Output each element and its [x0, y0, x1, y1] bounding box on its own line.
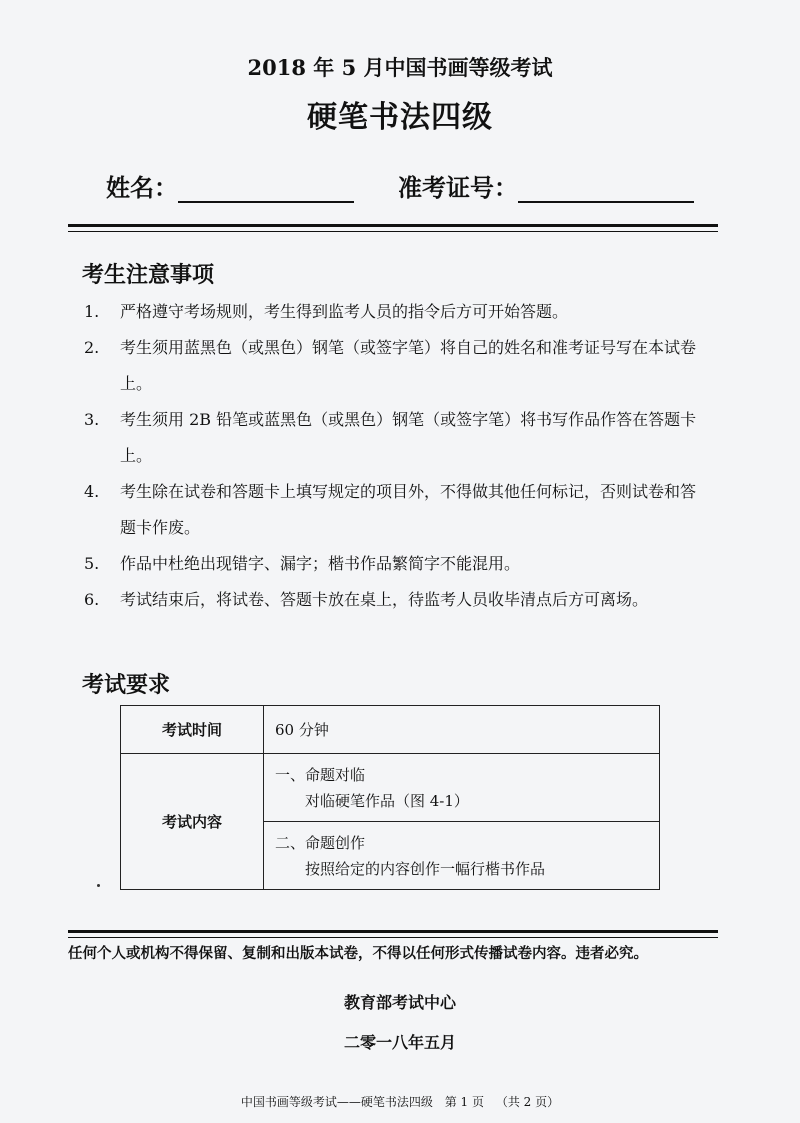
footer-doc-name: 中国书画等级考试——硬笔书法四级: [240, 1095, 433, 1109]
part1-detail: 对临硬笔作品（图 4-1）: [305, 791, 469, 810]
part2-cell: [264, 822, 660, 890]
part1-cell: [264, 754, 660, 822]
part1-title: 一、命题对临: [275, 765, 366, 784]
notice-list: [84, 294, 704, 618]
page-footer: [0, 1093, 800, 1110]
content-label-cell: 考试内容: [121, 754, 264, 890]
table-row: [121, 754, 660, 822]
copyright-warning: 任何个人或机构不得保留、复制和出版本试卷，不得以任何形式传播试卷内容。违者必究。: [68, 946, 648, 962]
footer-page-number: 第 1 页: [444, 1095, 484, 1109]
id-field: [398, 168, 694, 203]
time-label-cell: 考试时间: [121, 706, 264, 754]
name-field: [106, 168, 354, 203]
name-blank-line[interactable]: [178, 177, 354, 203]
id-blank-line[interactable]: [518, 177, 694, 203]
requirements-heading: 考试要求: [82, 672, 171, 698]
footer-rule-thin: [68, 937, 718, 938]
table-row: [121, 706, 660, 754]
issuer: 教育部考试中心: [343, 993, 456, 1012]
notice-item: 5. 作品中杜绝出现错字、漏字；楷书作品繁简字不能混用。: [84, 554, 521, 573]
header-rule-thick: [68, 224, 718, 227]
header-rule-thin: [68, 231, 718, 232]
notice-heading: 考生注意事项: [82, 262, 215, 288]
footer-rule-thick: [68, 930, 718, 933]
subject-title: 硬笔书法四级: [307, 100, 493, 135]
issue-date: 二零一八年五月: [343, 1033, 456, 1052]
exam-title: 2018 年 5 月中国书画等级考试: [247, 55, 553, 80]
requirements-table: [120, 705, 660, 890]
notice-item: 1. 严格遵守考场规则，考生得到监考人员的指令后方可开始答题。: [84, 302, 569, 321]
notice-item: 6. 考试结束后，将试卷、答题卡放在桌上，待监考人员收毕清点后方可离场。: [84, 590, 649, 609]
notice-item: 2. 考生须用蓝黑色（或黑色）钢笔（或签字笔）将自己的姓名和准考证号写在本试卷上。: [84, 338, 697, 393]
stray-mark: [97, 884, 100, 887]
part2-detail: 按照给定的内容创作一幅行楷书作品: [305, 859, 546, 878]
time-value-cell: 60 分钟: [264, 706, 660, 754]
footer-total-pages: （共 2 页）: [495, 1095, 560, 1109]
part2-title: 二、命题创作: [275, 833, 366, 852]
name-label: 姓名：: [106, 173, 178, 202]
notice-item: 4. 考生除在试卷和答题卡上填写规定的项目外，不得做其他任何标记，否则试卷和答题卡作废。: [84, 482, 697, 537]
notice-item: 3. 考生须用 2B 铅笔或蓝黑色（或黑色）钢笔（或签字笔）将书写作品作答在答题卡上。: [84, 410, 697, 465]
id-label: 准考证号：: [398, 173, 518, 202]
